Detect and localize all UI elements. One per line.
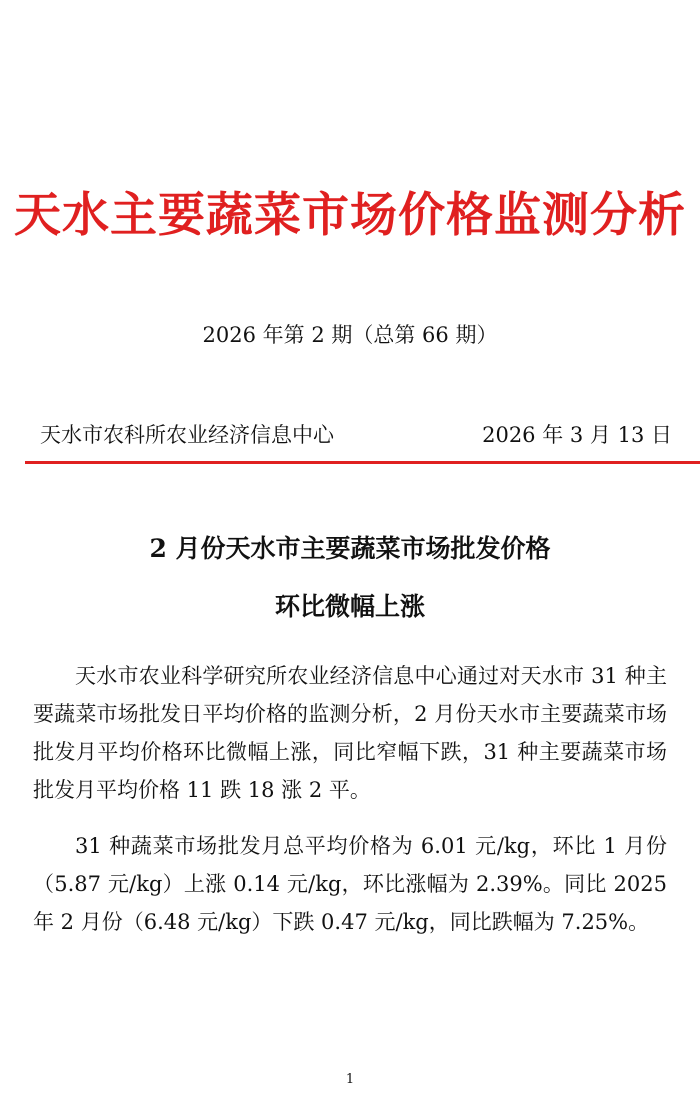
red-divider <box>25 461 700 464</box>
publisher: 天水市农科所农业经济信息中心 <box>40 423 334 447</box>
report-title: 天水主要蔬菜市场价格监测分析 <box>14 188 686 243</box>
publish-date: 2026 年 3 月 13 日 <box>482 423 672 447</box>
page-number: 1 <box>345 1072 355 1087</box>
article-title-line-2: 环比微幅上涨 <box>274 592 425 621</box>
issue-number: 2026 年第 2 期（总第 66 期） <box>202 323 498 347</box>
article-title-line-1: 2 月份天水市主要蔬菜市场批发价格 <box>149 534 551 563</box>
body-paragraph-1: 天水市农业科学研究所农业经济信息中心通过对天水市 31 种主要蔬菜市场批发日平均价格的监测分析，2 月份天水市主要蔬菜市场批发月平均价格环比微幅上涨，同比窄幅下跌，31 种主要蔬菜市场批发月平均价格 11 跌 18 涨 2 平。 <box>33 664 667 802</box>
body-paragraph-2: 31 种蔬菜市场批发月总平均价格为 6.01 元/kg，环比 1 月份（5.87 元/kg）上涨 0.14 元/kg，环比涨幅为 2.39%。同比 2025 年 2 月份（6.48 元/kg）下跌 0.47 元/kg，同比跌幅为 7.25%。 <box>33 834 667 934</box>
